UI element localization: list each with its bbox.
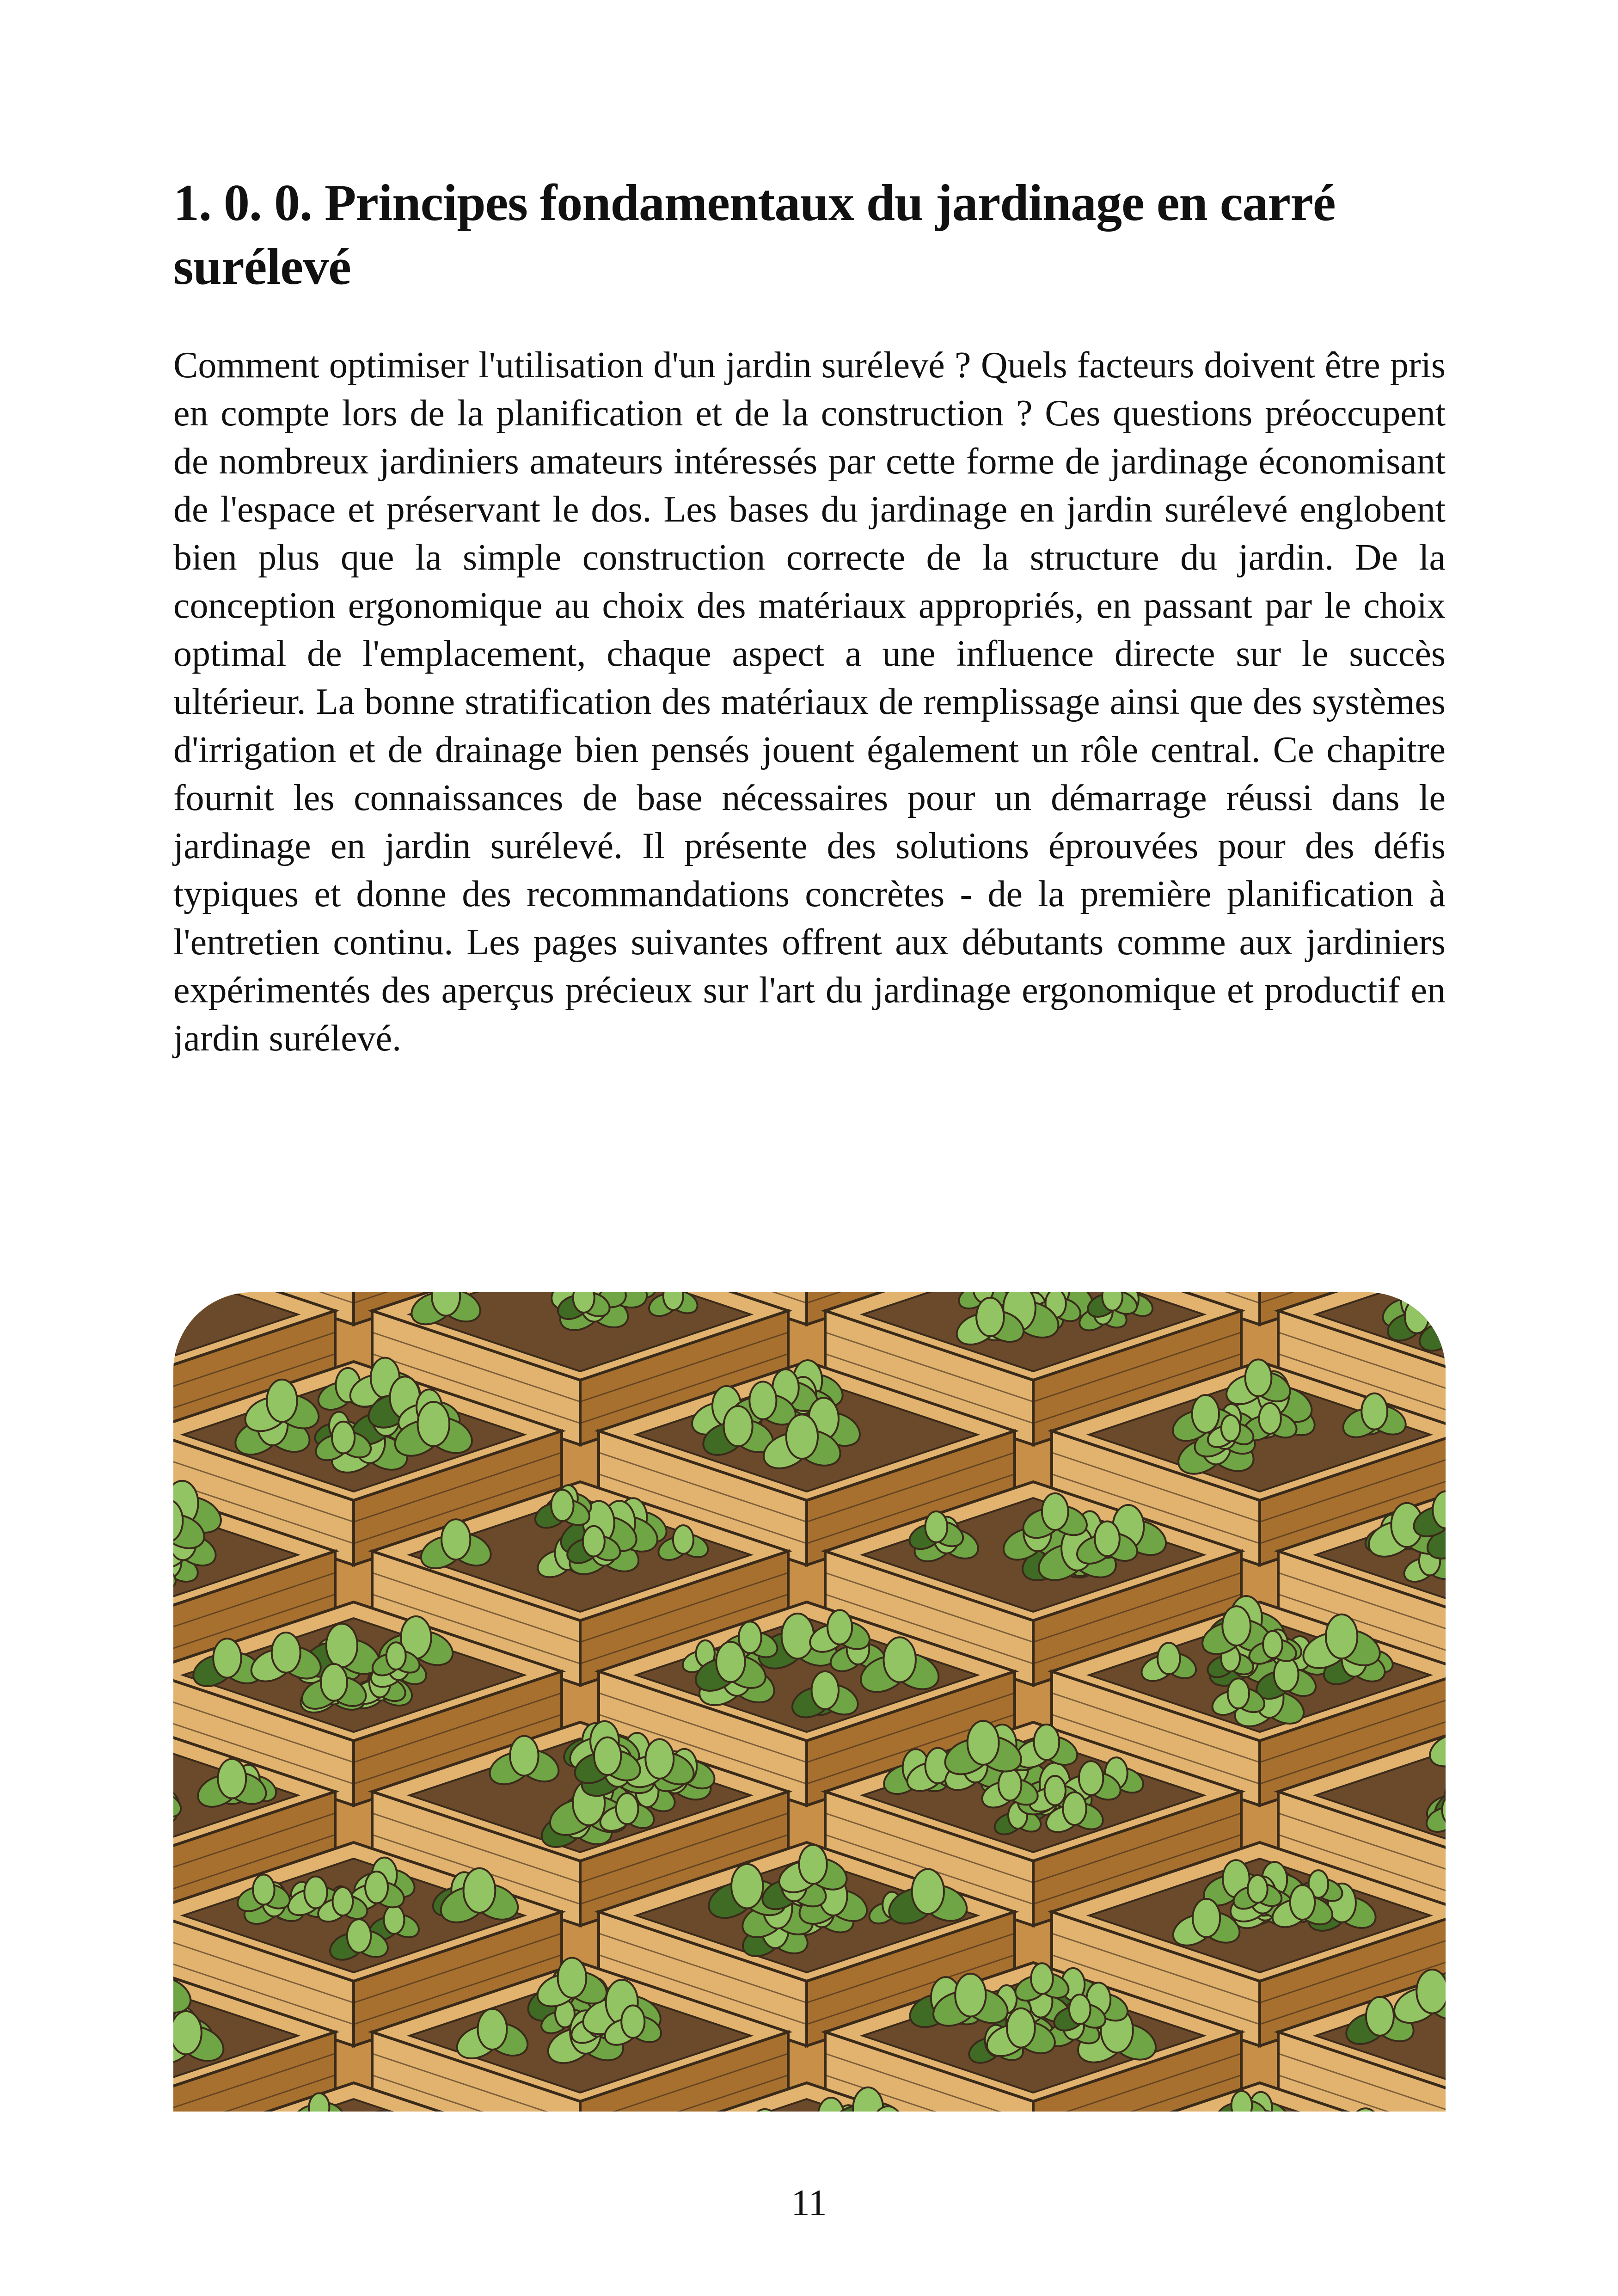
chapter-heading: 1. 0. 0. Principes fondamentaux du jardinage en carré surélevé <box>173 174 1336 295</box>
body-paragraph: Comment optimiser l'utilisation d'un jardin surélevé ? Quels facteurs doivent être pris en compte lors de la planification et de la construction ? Ces questions préoccupent de nombreux jardiniers amateurs intéressés par cette forme de jardinage économisant de l'espace et préservant le dos. Les bases du jardinage en jardin surélevé englobent bien plus que la simple construction correcte de la structure du jardin. De la conception ergonomique au choix des matériaux appropriés, en passant par le choix optimal de l'emplacement, chaque aspect a une influence directe sur le succès ultérieur. La bonne stratification des matériaux de remplissage ainsi que des systèmes d'irrigation et de drainage bien pensés jouent également un rôle central. Ce chapitre fournit les connaissances de base nécessaires pour un démarrage réussi dans le jardinage en jardin surélevé. Il présente des solutions éprouvées pour des défis typiques et donne des recommandations concrètes - de la première planification à l'entretien continu. Les pages suivantes offrent aux débutants comme aux jardiniers expérimentés des aperçus précieux sur l'art du jardinage ergonomique et productif en jardin surélevé. <box>173 345 1446 1059</box>
garden-illustration <box>173 1292 1446 2112</box>
raised-garden-beds-illustration <box>173 1292 1446 2112</box>
page-number: 11 <box>791 2183 827 2223</box>
